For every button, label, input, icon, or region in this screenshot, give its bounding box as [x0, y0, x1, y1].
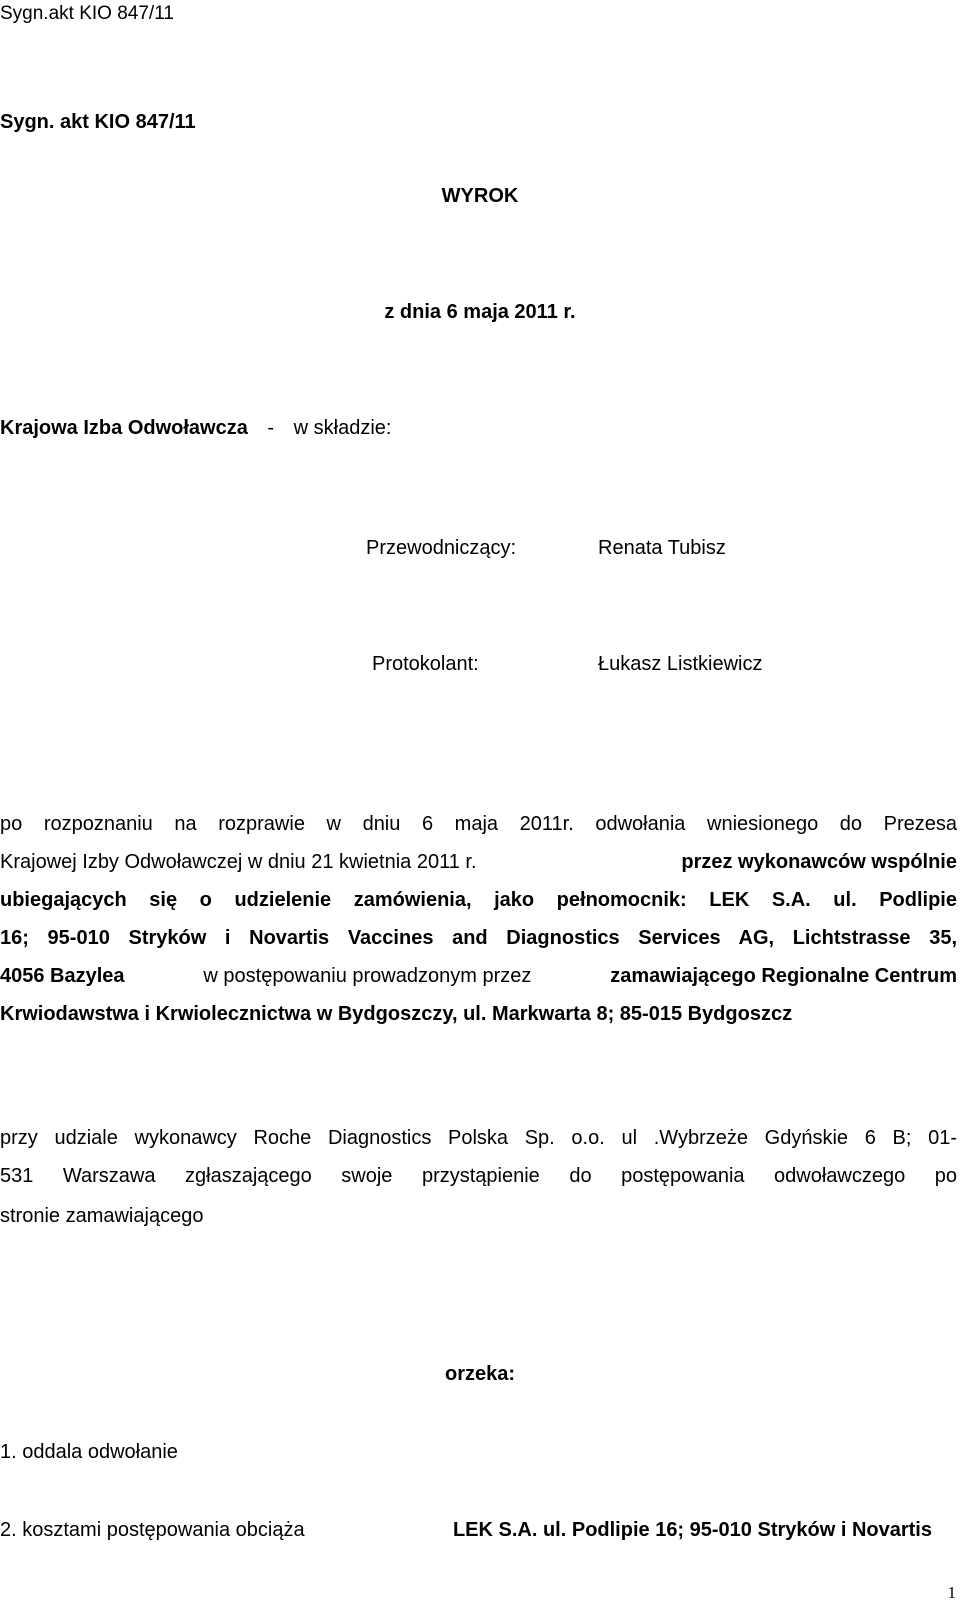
para1-line4: 16; 95-010 Stryków i Novartis Vaccines and Diagnostics Services AG, Lichtstrasse 35,	[0, 927, 957, 949]
ruling-heading: orzeka:	[444, 1363, 516, 1385]
document-date: z dnia 6 maja 2011 r.	[384, 301, 576, 323]
case-signature: Sygn. akt KIO 847/11	[0, 111, 196, 133]
para1-line2-regular: Krajowej Izby Odwoławczej w dniu 21 kwietnia 2011 r.	[0, 851, 477, 873]
ruling-item-2	[0, 1520, 932, 1540]
document-title: WYROK	[441, 185, 519, 207]
para2-line1: przy udziale wykonawcy Roche Diagnostics Polska Sp. o.o. ul .Wybrzeże Gdyńskie 6 B; 01-	[0, 1127, 957, 1149]
ruling-item-2-bold: LEK S.A. ul. Podlipie 16; 95-010 Stryków i Novartis	[452, 1519, 932, 1541]
clerk-label: Protokolant:	[372, 653, 479, 675]
para1-line5	[0, 966, 957, 986]
para2-line2: 531 Warszawa zgłaszającego swoje przystąpienie do postępowania odwoławczego po	[0, 1165, 957, 1187]
para1-line2	[0, 852, 957, 872]
para1-line1: po rozpoznaniu na rozprawie w dniu 6 maja 2011r. odwołania wniesionego do Prezesa	[0, 813, 957, 835]
page-number: 1	[947, 1583, 956, 1602]
para2-line3: stronie zamawiającego	[0, 1205, 204, 1227]
para1-line6: Krwiodawstwa i Krwiolecznictwa w Bydgoszczy, ul. Markwarta 8; 85-015 Bydgoszcz	[0, 1003, 793, 1025]
chair-label: Przewodniczący:	[366, 537, 517, 559]
chamber-dash: -	[267, 417, 275, 439]
chamber-name: Krajowa Izba Odwoławcza	[0, 417, 248, 439]
running-signature: Sygn.akt KIO 847/11	[0, 3, 174, 24]
chamber-suffix: w składzie:	[293, 417, 392, 439]
para1-line3: ubiegających się o udzielenie zamówienia, jako pełnomocnik: LEK S.A. ul. Podlipie	[0, 889, 957, 911]
ruling-item-1: 1. oddala odwołanie	[0, 1441, 178, 1463]
chair-name: Renata Tubisz	[598, 537, 726, 559]
ruling-item-2-regular: 2. kosztami postępowania obciąża	[0, 1519, 305, 1541]
para1-line5-bold-b: zamawiającego Regionalne Centrum	[610, 965, 957, 987]
para1-line2-bold: przez wykonawców wspólnie	[681, 851, 957, 873]
chamber-line	[0, 418, 391, 438]
clerk-name: Łukasz Listkiewicz	[598, 653, 763, 675]
para1-line5-regular: w postępowaniu prowadzonym przez	[203, 965, 532, 987]
para1-line5-bold-a: 4056 Bazylea	[0, 965, 125, 987]
